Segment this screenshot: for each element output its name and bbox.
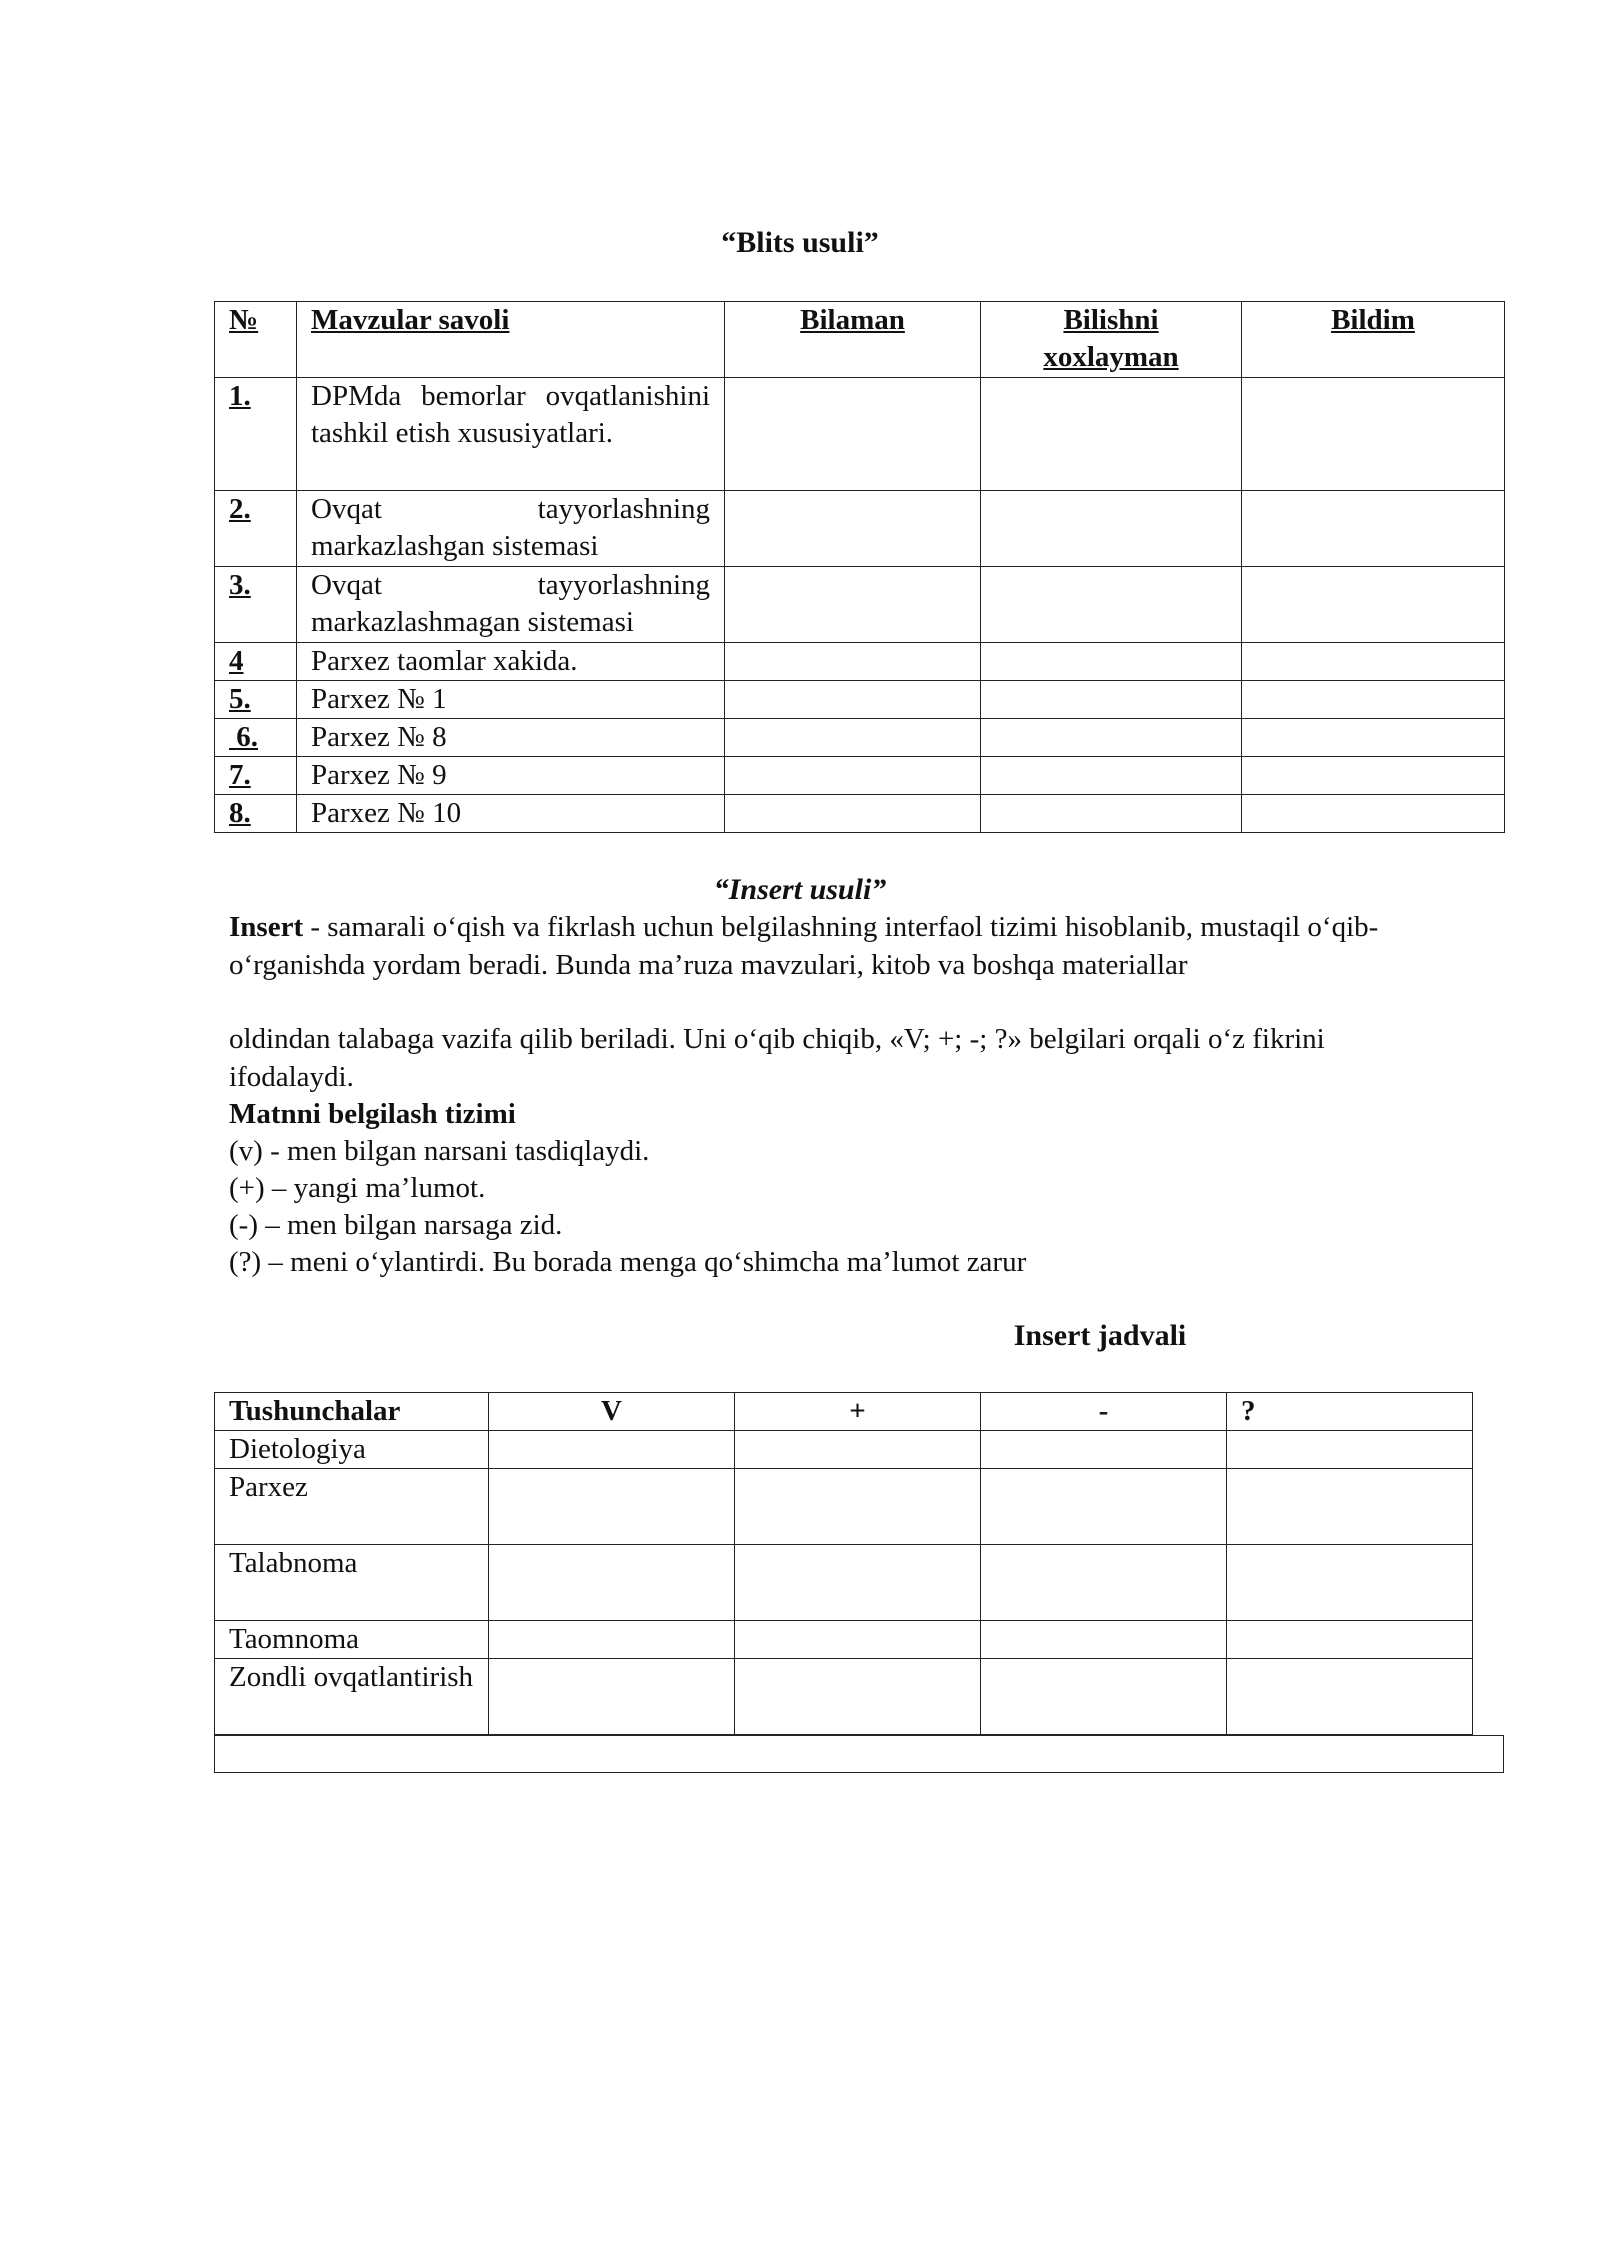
table-row bbox=[215, 1431, 1473, 1469]
table-header-row bbox=[215, 1393, 1473, 1431]
marking-system-title: Matnni belgilash tizimi bbox=[229, 1098, 516, 1130]
cell-know bbox=[725, 681, 981, 719]
cell-minus bbox=[981, 1431, 1227, 1469]
header-v: V bbox=[489, 1393, 735, 1431]
row-topic: Parxez № 1 bbox=[297, 681, 725, 719]
cell-plus bbox=[735, 1469, 981, 1545]
cell-know bbox=[725, 795, 981, 833]
cell-plus bbox=[735, 1621, 981, 1659]
header-want-to-know: Bilishni xoxlayman bbox=[981, 302, 1242, 378]
cell-know bbox=[725, 378, 981, 491]
table-empty-row bbox=[214, 1735, 1504, 1773]
mark-item: (v) - men bilgan narsani tasdiqlaydi. bbox=[229, 1135, 650, 1167]
cell-learned bbox=[1242, 643, 1505, 681]
row-topic: Ovqat tayyorlashning markazlashmagan sistemasi bbox=[297, 567, 725, 643]
cell-learned bbox=[1242, 795, 1505, 833]
cell-minus bbox=[981, 1469, 1227, 1545]
cell-question bbox=[1227, 1659, 1473, 1735]
mark-item: (+) – yangi ma’lumot. bbox=[229, 1172, 486, 1204]
mark-item: (-) – men bilgan narsaga zid. bbox=[229, 1209, 563, 1241]
cell-want bbox=[981, 795, 1242, 833]
cell-know bbox=[725, 719, 981, 757]
row-number: 1. bbox=[215, 378, 297, 491]
concept-cell: Parxez bbox=[215, 1469, 489, 1545]
cell-learned bbox=[1242, 567, 1505, 643]
cell-minus bbox=[981, 1659, 1227, 1735]
cell-v bbox=[489, 1659, 735, 1735]
cell-learned bbox=[1242, 491, 1505, 567]
cell-want bbox=[981, 681, 1242, 719]
header-number: № bbox=[215, 302, 297, 378]
table-row bbox=[215, 378, 1505, 491]
table-row bbox=[215, 757, 1505, 795]
concept-cell: Dietologiya bbox=[215, 1431, 489, 1469]
cell-know bbox=[725, 643, 981, 681]
row-topic: Parxez № 10 bbox=[297, 795, 725, 833]
concept-cell: Zondli ovqatlantirish bbox=[215, 1659, 489, 1735]
cell-plus bbox=[735, 1431, 981, 1469]
row-topic: Ovqat tayyorlashning markazlashgan sistemasi bbox=[297, 491, 725, 567]
mark-item: (?) – meni o‘ylantirdi. Bu borada menga qo‘shimcha ma’lumot zarur bbox=[229, 1246, 1027, 1278]
table-row bbox=[215, 719, 1505, 757]
cell-want bbox=[981, 643, 1242, 681]
table-row bbox=[215, 795, 1505, 833]
cell-learned bbox=[1242, 378, 1505, 491]
row-number: 3. bbox=[215, 567, 297, 643]
cell-learned bbox=[1242, 757, 1505, 795]
header-know: Bilaman bbox=[725, 302, 981, 378]
cell-know bbox=[725, 757, 981, 795]
cell-plus bbox=[735, 1545, 981, 1621]
cell-question bbox=[1227, 1621, 1473, 1659]
concept-cell: Taomnoma bbox=[215, 1621, 489, 1659]
row-number: 7. bbox=[215, 757, 297, 795]
cell-want bbox=[981, 719, 1242, 757]
cell-v bbox=[489, 1545, 735, 1621]
header-question: ? bbox=[1227, 1393, 1473, 1431]
cell-know bbox=[725, 567, 981, 643]
table-header-row bbox=[215, 302, 1505, 378]
cell-v bbox=[489, 1431, 735, 1469]
table-row bbox=[215, 1659, 1473, 1735]
row-topic: Parxez № 9 bbox=[297, 757, 725, 795]
table-row bbox=[215, 1621, 1473, 1659]
cell-learned bbox=[1242, 719, 1505, 757]
cell-question bbox=[1227, 1431, 1473, 1469]
header-learned: Bildim bbox=[1242, 302, 1505, 378]
insert-intro-continued: oldindan talabaga vazifa qilib beriladi. Uni o‘qib chiqib, «V; +; -; ?» belgilari orqali o‘z fikrini ifodalaydi. bbox=[229, 1023, 1325, 1093]
insert-term: Insert bbox=[229, 911, 304, 943]
row-number: 6. bbox=[215, 719, 297, 757]
insert-table-title: Insert jadvali bbox=[1013, 1319, 1187, 1352]
table-row bbox=[215, 1469, 1473, 1545]
blits-table bbox=[214, 301, 1505, 833]
table-row bbox=[215, 681, 1505, 719]
insert-table bbox=[214, 1392, 1473, 1735]
header-topic: Mavzular savoli bbox=[297, 302, 725, 378]
cell-want bbox=[981, 757, 1242, 795]
blits-title: “Blits usuli” bbox=[721, 226, 879, 259]
cell-minus bbox=[981, 1545, 1227, 1621]
cell-v bbox=[489, 1469, 735, 1545]
insert-intro bbox=[229, 909, 1379, 984]
table-row bbox=[215, 1545, 1473, 1621]
cell-want bbox=[981, 378, 1242, 491]
cell-plus bbox=[735, 1659, 981, 1735]
cell-know bbox=[725, 491, 981, 567]
cell-question bbox=[1227, 1469, 1473, 1545]
row-topic: DPMda bemorlar ovqatlanishini tashkil etish xususiyatlari. bbox=[297, 378, 725, 491]
row-number: 8. bbox=[215, 795, 297, 833]
insert-definition: - samarali o‘qish va fikrlash uchun belgilashning interfaol tizimi hisoblanib, mustaqil o‘qib-o‘rganishda yordam beradi. Bunda ma’ruza mavzulari, kitob va boshqa materiallar bbox=[229, 911, 1379, 981]
cell-minus bbox=[981, 1621, 1227, 1659]
cell-learned bbox=[1242, 681, 1505, 719]
header-concepts: Tushunchalar bbox=[215, 1393, 489, 1431]
header-plus: + bbox=[735, 1393, 981, 1431]
insert-method-title: “Insert usuli” bbox=[713, 873, 887, 906]
table-row bbox=[215, 643, 1505, 681]
row-topic: Parxez taomlar xakida. bbox=[297, 643, 725, 681]
cell-want bbox=[981, 567, 1242, 643]
row-number: 5. bbox=[215, 681, 297, 719]
table-row bbox=[215, 567, 1505, 643]
table-row bbox=[215, 491, 1505, 567]
cell-v bbox=[489, 1621, 735, 1659]
row-topic: Parxez № 8 bbox=[297, 719, 725, 757]
row-number: 4 bbox=[215, 643, 297, 681]
cell-question bbox=[1227, 1545, 1473, 1621]
header-minus: - bbox=[981, 1393, 1227, 1431]
row-number: 2. bbox=[215, 491, 297, 567]
concept-cell: Talabnoma bbox=[215, 1545, 489, 1621]
cell-want bbox=[981, 491, 1242, 567]
